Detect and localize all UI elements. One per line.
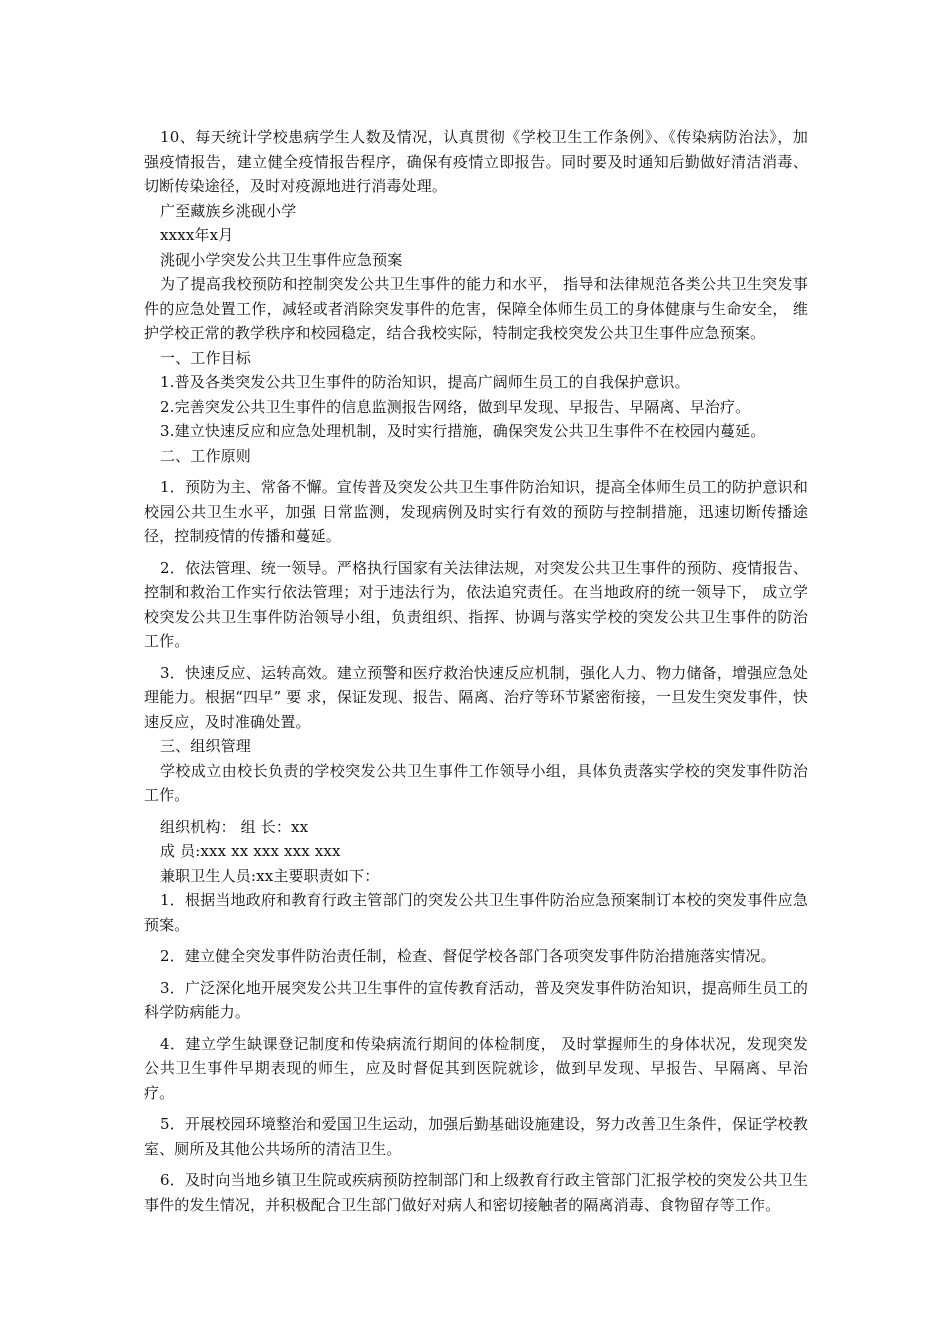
duty-item-5: 5．开展校园环境整治和爱国卫生运动，加强后勤基础设施建设，努力改善卫生条件，保证学校教室、厕所及其他公共场所的清洁卫生。 [144,1115,808,1158]
goal-item-2: 2.完善突发公共卫生事件的信息监测报告网络，做到早发现、早报告、早隔离、早治疗。 [160,397,751,416]
health-staff-duties: 兼职卫生人员:xx主要职责如下： [160,866,380,885]
principle-item-1: 1．预防为主、常备不懈。宣传普及突发公共卫生事件防治知识，提高全体师生员工的防护意识和校园公共卫生水平，加强 日常监测，发现病例及时实行有效的预防与控制措施，迅速切断传播途径，控制疫情的传播和蔓延。 [144,478,808,545]
duty-item-4: 4．建立学生缺课登记制度和传染病流行期间的体检制度， 及时掌握师生的身体状况，发现突发公共卫生事件早期表现的师生，应及时督促其到医院就诊，做到早发现、早报告、早隔离、早治疗。 [144,1034,808,1102]
school-name: 广至藏族乡洮砚小学 [160,201,297,220]
plan-title: 洮砚小学突发公共卫生事件应急预案 [160,250,403,269]
section-heading-organization: 三、组织管理 [160,737,251,755]
document-date: xxxx年x月 [160,226,234,244]
goal-item-1: 1.普及各类突发公共卫生事件的防治知识，提高广阔师生员工的自我保护意识。 [160,373,690,391]
duty-item-3: 3．广泛深化地开展突发公共卫生事件的宣传教育活动，普及突发事件防治知识，提高师生员工的科学防病能力。 [144,978,808,1021]
section-heading-principles: 二、工作原则 [160,446,251,465]
principle-item-3: 3．快速反应、运转高效。建立预警和医疗救治快速反应机制，强化人力、物力储备，增强应急处理能力。根据“四早” 要 求，保证发现、报告、隔离、治疗等环节紧密衔接，一旦发生突发事件，快速反应，及时准确处置。 [144,663,808,731]
organization-paragraph: 学校成立由校长负责的学校突发公共卫生事件工作领导小组，具体负责落实学校的突发事件防治工作。 [144,761,808,804]
principle-item-2: 2．依法管理、统一领导。严格执行国家有关法律法规，对突发公共卫生事件的预防、疫情报告、控制和救治工作实行依法管理；对于违法行为，依法追究责任。在当地政府的统一领导下， 成立学校突发公共卫生事件防治领导小组，负责组织、指挥、协调与落实学校的突发公共卫生事件的防治工作。 [144,558,808,650]
preamble-paragraph: 为了提高我校预防和控制突发公共卫生事件的能力和水平， 指导和法律规范各类公共卫生突发事件的应急处置工作，减轻或者消除突发事件的危害，保障全体师生员工的身体健康与生命安全， 维护学校正常的教学秩序和校园稳定，结合我校实际，特制定我校突发公共卫生事件应急预案。 [144,275,808,342]
goal-item-3: 3.建立快速反应和应急处理机制，及时实行措施，确保突发公共卫生事件不在校园内蔓延。 [160,422,766,440]
duty-item-1: 1．根据当地政府和教育行政主管部门的突发公共卫生事件防治应急预案制订本校的突发事件应急预案。 [144,891,808,934]
document-body [144,125,808,1217]
section-heading-goals: 一、工作目标 [160,348,251,367]
paragraph-item-10: 10、每天统计学校患病学生人数及情况，认真贯彻《学校卫生工作条例》、《传染病防治法》，加强疫情报告，建立健全疫情报告程序，确保有疫情立即报告。同时要及时通知后勤做好清洁消毒、切断传染途径，及时对疫源地进行消毒处理。 [144,128,808,195]
duty-item-2: 2．建立健全突发事件防治责任制，检查、督促学校各部门各项突发事件防治措施落实情况。 [160,947,776,965]
duty-item-6: 6．及时向当地乡镇卫生院或疾病预防控制部门和上级教育行政主管部门汇报学校的突发公共卫生事件的发生情况，并积极配合卫生部门做好对病人和密切接触者的隔离消毒、食物留存等工作。 [144,1171,808,1214]
organization-members: 成 员:xxx xx xxx xxx xxx [160,842,341,860]
organization-structure: 组织机构： 组 长：xx [160,817,309,836]
